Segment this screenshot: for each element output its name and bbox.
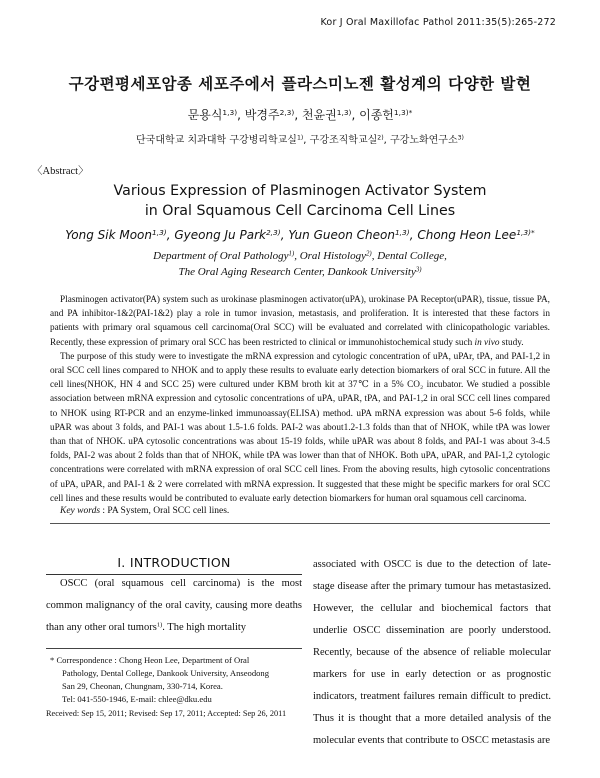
- affiliation-mark: 3): [457, 134, 464, 142]
- english-title: [0, 181, 600, 221]
- abstract-label: 〈Abstract〉: [32, 166, 89, 177]
- journal-citation: Kor J Oral Maxillofac Pathol 2011:35(5):265-272: [320, 17, 556, 28]
- english-title-line: Various Expression of Plasminogen Activator System: [113, 183, 487, 199]
- author-name: 이종헌: [359, 108, 394, 122]
- korean-affiliations: 단국대학교 치과대학 구강병리학교실$^{1)}$, 구강조직학교실$^{2)}$, 구강노화연구소$^{3)}$: [136, 134, 464, 146]
- body-text: . The high mortality: [162, 622, 247, 633]
- body-column-left: [46, 573, 302, 639]
- author-name: 천윤권: [301, 108, 337, 122]
- footnote-line: Pathology, Dental College, Dankook University, Anseodong: [62, 668, 270, 678]
- author-affiliation-mark: 1,3): [222, 107, 238, 117]
- affiliation: 구강조직학교실: [309, 135, 378, 146]
- keywords-label: Key words: [60, 506, 101, 516]
- affiliation-mark: 2): [377, 134, 384, 142]
- footnote-line: * Correspondence : Chong Heon Lee, Department of Oral: [50, 655, 250, 665]
- abstract-paragraph: The purpose of this study were to investigate the mRNA expression and cytologic concentration of uPA, uPAr, tPA, and PAI-1,2 in oral SCC cell lines compared to NHOK and to apply these results to evaluate early detection biomarkers of oral SCC in future. All the cell lines(NHOK, HN 4 and SCC 25) were cultured under KBM broth kit at 37℃ in a 5% CO₂ incubator. We studied a possible association between mRNA expression and cytosolic concentrations of uPA, uPAR, tPA, and PAI-1,2 in oral SCC cell lines compared to NHOK using RT-PCR and an enzyme-linked immunoassay(ELISA) method. uPA mRNA expression was about 5-6 folds, while uPAR was about 3 folds, and PAI-1 was about 1.5-1.6 folds. PAI-2 was about1.2-1.3 folds than that of NHOK, while tPA was lower than that of NHOK. uPA cytosolic concentrations was about 15-19 folds, while uPAR was about 8 folds, and PAI-1 was about 3-4.5 folds, PAI-2 was about 2 folds than that of NHOK, while tPA was lower than that of NHOK. Both uPA, uPAR, and PAI-1,2 cytologic concentrations were correlated with mRNA expression of oral SCC cell lines. From the aboving results, high cytosolic concentrations of uPA, uPAR, and PAI-1 & 2 were correlated with mRNA expression. It suggested that these might be specific markers for oral SCC cell lines and these results would be contributed to evaluate early detection biomarkers for human oral squamous cell carcinoma.: [50, 351, 550, 504]
- keywords-separator: :: [100, 506, 108, 516]
- footnote-divider: [46, 648, 302, 649]
- citation-mark: 1): [156, 621, 163, 629]
- affiliation-text: , Oral Histology: [294, 250, 366, 262]
- author-affiliation-mark: 2,3): [279, 107, 295, 117]
- author-name: 박경주: [244, 108, 280, 122]
- affiliation-text: , Dental College,: [371, 250, 447, 262]
- english-affiliations: [0, 248, 600, 280]
- body-text: OSCC (oral squamous cell carcinoma) is the most common malignancy of the oral cavity, causing more deaths than any other oral tumors: [46, 578, 302, 633]
- received-dates: Received: Sep 15, 2011; Revised: Sep 17, 2011; Accepted: Sep 26, 2011: [46, 709, 287, 718]
- keywords-text: PA System, Oral SCC cell lines.: [107, 506, 230, 516]
- affiliation-mark: 1): [296, 134, 304, 142]
- korean-title: 구강편평세포암종 세포주에서 플라스미노젠 활성계의 다양한 발현: [68, 75, 532, 93]
- affiliation-mark: 1): [288, 250, 295, 258]
- affiliation-text: The Oral Aging Research Center, Dankook University: [178, 266, 416, 278]
- author-name: Gyeong Ju Park: [174, 228, 266, 242]
- abstract-italic-text: in vivo: [474, 337, 500, 348]
- english-title-line: in Oral Squamous Cell Carcinoma Cell Lines: [144, 203, 456, 219]
- author-affiliation-mark: 1,3): [151, 227, 167, 237]
- affiliation-mark: 2): [366, 250, 372, 258]
- korean-authors: 문용식$^{1,3)}$, 박경주$^{2,3)}$, 천윤권$^{1,3)}$, 이종헌$^{1,3)*}$: [187, 107, 413, 122]
- correspondence-footnote: [50, 654, 310, 706]
- author-name: Chong Heon Lee: [417, 228, 517, 242]
- affiliation-text: Department of Oral Pathology: [153, 250, 289, 262]
- keywords: [60, 506, 229, 516]
- author-name: Yong Sik Moon: [65, 228, 152, 242]
- affiliation-line: [0, 248, 600, 264]
- affiliation: 구강노화연구소: [390, 135, 458, 146]
- footnote-line: Tel: 041-550-1946, E-mail: chlee@dku.edu: [62, 694, 212, 704]
- abstract-paragraph: [50, 293, 550, 350]
- author-affiliation-mark: 2,3): [265, 227, 281, 237]
- section-heading: Ⅰ. INTRODUCTION: [117, 555, 231, 570]
- abstract-text: study.: [499, 337, 524, 348]
- author-name: 문용식: [187, 108, 223, 122]
- abstract-text: Plasminogen activator(PA) system such as urokinase plasminogen activator(uPA), urokinase PA Receptor(uPAR), tissue, tissue PA, and PA inhibitor-1&2(PAI-1&2) play a role in tumor invasion, metastasis, and proliferation. It is interested that these factors in patients with primary oral squamous cell carcinoma(Oral SCC) will be evaluated and correlated with clinicopathologic variables. Recently, these expression of primary oral SCC has been restricted to clinical or immunohistochemical study such: [50, 295, 550, 348]
- author-affiliation-mark: 1,3)*: [393, 107, 413, 117]
- english-authors: Yong Sik Moon$^{1,3)}$, Gyeong Ju Park$^{2,3)}$, Yun Gueon Cheon$^{1,3)}$, Chong Heon Lee$^{1,3)*}$: [65, 227, 535, 242]
- body-column-right: associated with OSCC is due to the detection of late-stage disease after the primary tumour has metastasized. However, the cellular and biochemical factors that underlie OSCC dissemination are poorly understood. Recently, because of the absence of reliable molecular markers for use in early detection or as prognostic indicators, treatment failures remain difficult to predict. Thus it is thought that a more detailed analysis of the molecular events that contribute to OSCC metastasis are: [313, 559, 551, 746]
- footnote-line: San 29, Cheonan, Chungnam, 330-714, Korea.: [62, 681, 223, 691]
- abstract-divider: [50, 523, 550, 524]
- author-affiliation-mark: 1,3)*: [516, 227, 535, 237]
- affiliation-mark: 3): [415, 266, 422, 274]
- affiliation: 단국대학교 치과대학 구강병리학교실: [136, 135, 297, 146]
- author-name: Yun Gueon Cheon: [288, 228, 395, 242]
- author-affiliation-mark: 1,3): [336, 107, 352, 117]
- affiliation-line: [0, 264, 600, 280]
- author-affiliation-mark: 1,3): [394, 227, 410, 237]
- abstract-body: [50, 293, 550, 506]
